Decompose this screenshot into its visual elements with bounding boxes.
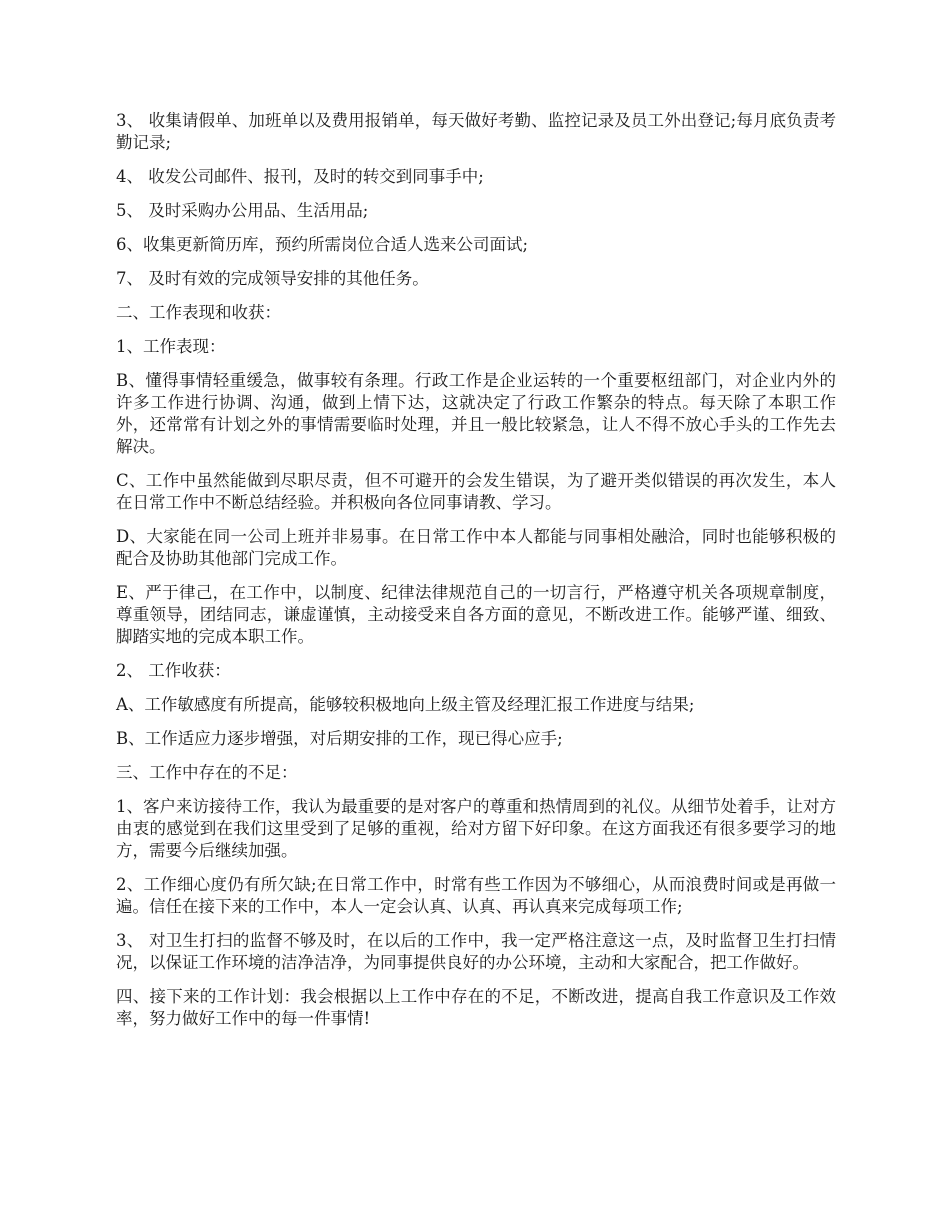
duty-item-3: 3、 收集请假单、加班单以及费用报销单，每天做好考勤、监控记录及员工外出登记;每月底负责考勤记录; <box>116 111 836 152</box>
subheading-gains: 2、 工作收获： <box>116 661 231 680</box>
shortcoming-item-2: 2、工作细心度仍有所欠缺;在日常工作中，时常有些工作因为不够细心，从而浪费时间或是再做一遍。信任在接下来的工作中，本人一定会认真、认真、再认真来完成每项工作; <box>116 875 836 916</box>
duty-item-5: 5、 及时采购办公用品、生活用品; <box>116 201 369 220</box>
performance-item-d: D、大家能在同一公司上班并非易事。在日常工作中本人都能与同事相处融洽，同时也能够积极的配合及协助其他部门完成工作。 <box>116 527 836 568</box>
gains-item-a: A、工作敏感度有所提高，能够较积极地向上级主管及经理汇报工作进度与结果; <box>116 695 695 714</box>
shortcoming-item-1: 1、客户来访接待工作，我认为最重要的是对客户的尊重和热情周到的礼仪。从细节处着手，让对方由衷的感觉到在我们这里受到了足够的重视，给对方留下好印象。在这方面我还有很多要学习的地方，需要今后继续加强。 <box>116 797 836 860</box>
section-heading-2: 二、工作表现和收获： <box>116 303 281 322</box>
section-heading-3: 三、工作中存在的不足： <box>116 763 298 782</box>
section-heading-4-plan: 四、接下来的工作计划：我会根据以上工作中存在的不足，不断改进，提高自我工作意识及工作效率，努力做好工作中的每一件事情! <box>116 987 836 1028</box>
document-body <box>116 110 836 1042</box>
subheading-performance: 1、工作表现： <box>116 337 226 356</box>
duty-item-6: 6、收集更新简历库，预约所需岗位合适人选来公司面试; <box>116 235 529 254</box>
gains-item-b: B、工作适应力逐步增强，对后期安排的工作，现已得心应手; <box>116 729 563 748</box>
duty-item-4: 4、 收发公司邮件、报刊，及时的转交到同事手中; <box>116 167 484 186</box>
shortcoming-item-3: 3、 对卫生打扫的监督不够及时，在以后的工作中，我一定严格注意这一点，及时监督卫生打扫情况，以保证工作环境的洁净洁净，为同事提供良好的办公环境，主动和大家配合，把工作做好。 <box>116 931 836 972</box>
performance-item-b: B、懂得事情轻重缓急，做事较有条理。行政工作是企业运转的一个重要枢纽部门，对企业内外的许多工作进行协调、沟通，做到上情下达，这就决定了行政工作繁杂的特点。每天除了本职工作外，还常常有计划之外的事情需要临时处理，并且一般比较紧急，让人不得不放心手头的工作先去解决。 <box>116 371 836 456</box>
duty-item-7: 7、 及时有效的完成领导安排的其他任务。 <box>116 269 429 288</box>
performance-item-c: C、工作中虽然能做到尽职尽责，但不可避开的会发生错误，为了避开类似错误的再次发生，本人在日常工作中不断总结经验。并积极向各位同事请教、学习。 <box>116 471 836 512</box>
performance-item-e: E、严于律己，在工作中，以制度、纪律法律规范自己的一切言行，严格遵守机关各项规章制度，尊重领导，团结同志，谦虚谨慎，主动接受来自各方面的意见，不断改进工作。能够严谨、细致、脚踏实地的完成本职工作。 <box>116 583 836 646</box>
